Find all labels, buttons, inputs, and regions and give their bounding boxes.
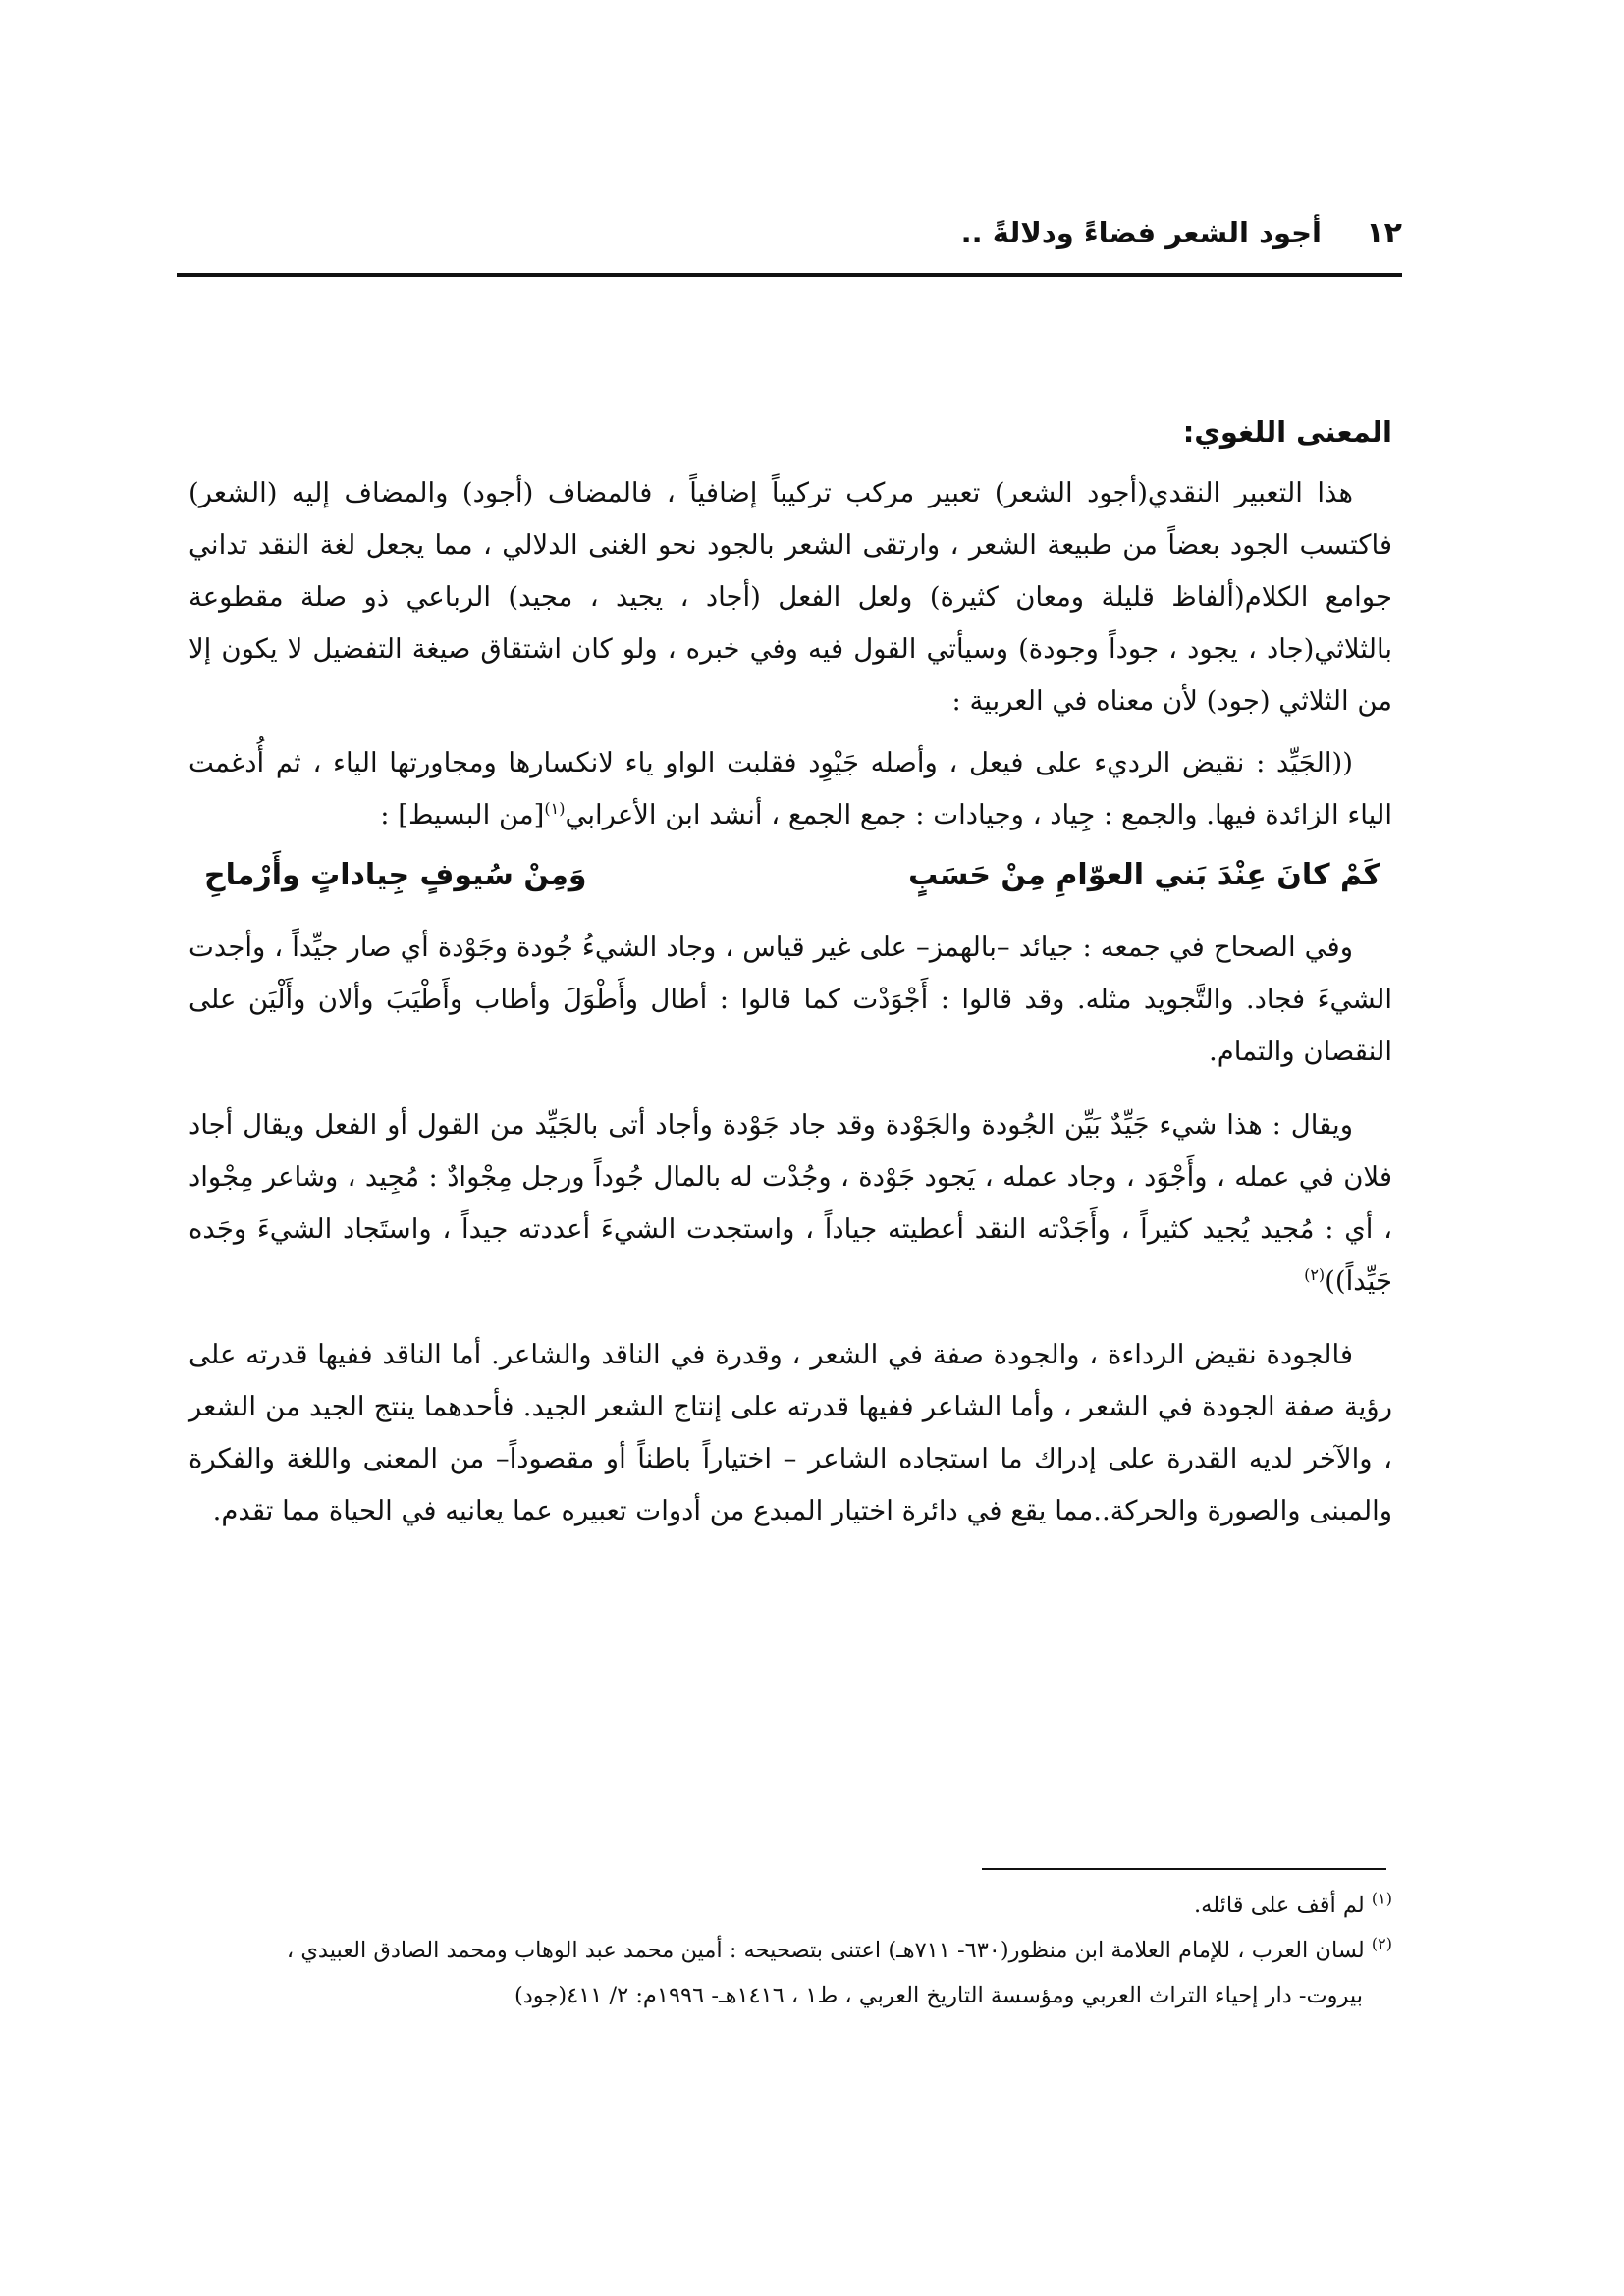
footnote-text: لسان العرب ، للإمام العلامة ابن منظور(٦٣٠- ٧١١هـ) اعتنى بتصحيحه : أمين محمد عبد الوهاب ومحمد الصادق العبيدي ، [286, 1938, 1365, 1963]
running-title: أجود الشعر فضاءً ودلالةً .. [960, 216, 1322, 249]
footnote-marker: (١) [1371, 1889, 1392, 1908]
main-text [189, 402, 1392, 1547]
footnote-marker: (٢) [1371, 1934, 1392, 1953]
paragraph-2-tail: [من البسيط] : [380, 799, 545, 830]
paragraph-3: وفي الصحاح في جمعه : جيائد –بالهمز– على غير قياس ، وجاد الشيءُ جُودة وجَوْدة أي صار جيِّداً ، وأجدت الشيءَ فجاد. والتَّجويد مثله. وقد قالوا : أَجْوَدْت كما قالوا : أطال وأَطْوَلَ وأطاب وأَطْيَبَ وألان وأَلْيَن على النقصان والتمام. [189, 932, 1392, 1067]
paragraph-1: هذا التعبير النقدي(أجود الشعر) تعبير مركب تركيباً إضافياً ، فالمضاف (أجود) والمضاف إليه (الشعر) فاكتسب الجود بعضاً من طبيعة الشعر ، وارتقى الشعر بالجود نحو الغنى الدلالي ، مما يجعل لغة النقد تداني جوامع الكلام(ألفاظ قليلة ومعان كثيرة) ولعل الفعل (أجاد ، يجيد ، مجيد) الرباعي ذو صلة مقطوعة بالثلاثي(جاد ، يجود ، جوداً وجودة) وسيأتي القول فيه وفي خبره ، ولو كان اشتقاق صيغة التفضيل لا يكون إلا من الثلاثي (جود) لأن معناه في العربية : [189, 477, 1392, 717]
paragraph-4-text: ويقال : هذا شيء جَيِّدٌ بَيِّن الجُودة والجَوْدة وقد جاد جَوْدة وأجاد أتى بالجَيِّد من القول أو الفعل ويقال أجاد فلان في عمله ، وأَجْوَد ، وجاد عمله ، يَجود جَوْدة ، وجُدْت له بالمال جُوداً ورجل مِجْوادٌ : مُجِيد ، وشاعر مِجْواد ، أي : مُجيد يُجيد كثيراً ، وأَجَدْته النقد أعطيته جياداً ، واستجدت الشيءَ أعددته جيداً ، واستَجاد الشيءَ وجَده جَيِّداً)) [189, 1109, 1392, 1297]
verse-first-hemistich: كَمْ كانَ عِنْدَ بَني العوّامِ مِنْ حَسَبٍ [908, 858, 1380, 892]
paragraph-4 [189, 1099, 1392, 1308]
verse-second-hemistich: وَمِنْ سُيوفٍ جِياداتٍ وأَرْماحِ [204, 858, 587, 892]
footnote-ref-2[interactable]: (٢) [1304, 1264, 1326, 1284]
paragraph-2-text: ((الجَيِّد : نقيض الرديء على فيعل ، وأصله جَيْوِد فقلبت الواو ياء لانكسارها ومجاورتها الياء ، ثم أُدغمت الياء الزائدة فيها. والجمع : جِياد ، وجيادات : جمع الجمع ، أنشد ابن الأعرابي [189, 747, 1392, 830]
running-header [177, 210, 1402, 269]
page-number: ١٢ [1366, 216, 1402, 250]
paragraph-5: فالجودة نقيض الرداءة ، والجودة صفة في الشعر ، وقدرة في الناقد والشاعر. أما الناقد ففيها قدرته على رؤية صفة الجودة في الشعر ، وأما الشاعر ففيها قدرته على إنتاج الشعر الجيد. فأحدهما ينتج الجيد من الشعر ، والآخر لديه القدرة على إدراك ما استجاده الشاعر – اختياراً باطناً أو مقصوداً– من المعنى واللغة والفكرة والمبنى والصورة والحركة..مما يقع في دائرة اختيار المبدع من أدوات تعبيره عما يعانيه في الحياة مما تقدم. [189, 1339, 1392, 1526]
section-heading: المعنى اللغوي: [1182, 415, 1392, 449]
footnote-2-continuation: بيروت- دار إحياء التراث العربي ومؤسسة التاريخ العربي ، ط١ ، ١٤١٦هـ- ١٩٩٦م: ٢/ ٤١١(جود) [514, 1983, 1363, 2008]
paragraph-2 [189, 737, 1392, 841]
footnote-ref-1[interactable]: (١) [544, 798, 566, 818]
footnote-text: لم أقف على قائله. [1194, 1893, 1365, 1918]
footnote-2 [189, 1928, 1392, 1973]
header-rule [177, 273, 1402, 277]
poetry-verse [189, 847, 1392, 904]
footnote-separator [982, 1868, 1386, 1870]
footnote-1 [189, 1883, 1392, 1928]
footnotes [189, 1883, 1392, 2018]
